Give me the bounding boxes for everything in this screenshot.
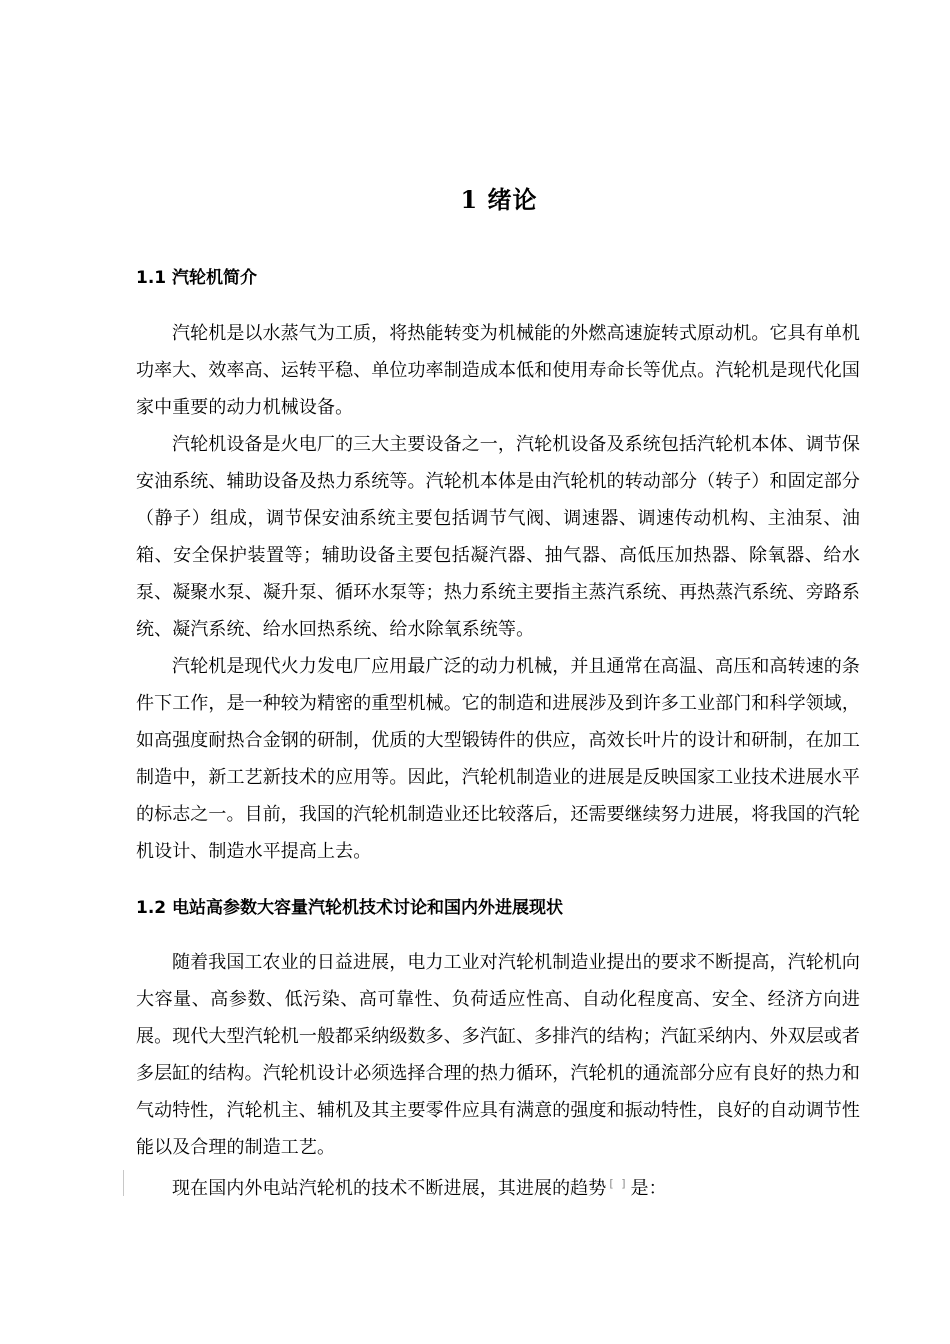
citation-marker[interactable]: [ ]: [609, 1177, 628, 1190]
revision-margin-bar: [123, 1170, 124, 1196]
section-heading-1-2: 1.2 电站高参数大容量汽轮机技术讨论和国内外进展现状: [136, 898, 564, 918]
paragraph-text: 是：: [630, 1178, 667, 1199]
paragraph-text: 现在国内外电站汽轮机的技术不断进展，其进展的趋势: [172, 1178, 607, 1199]
chapter-title: 1 绪论: [460, 185, 538, 214]
paragraph: 汽轮机是以水蒸气为工质，将热能转变为机械能的外燃高速旋转式原动机。它具有单机功率大、效率高、运转平稳、单位功率制造成本低和使用寿命长等优点。汽轮机是现代化国家中重要的动力机械设备。: [136, 323, 860, 418]
paragraph: 汽轮机是现代火力发电厂应用最广泛的动力机械，并且通常在高温、高压和高转速的条件下工作，是一种较为精密的重型机械。它的制造和进展涉及到许多工业部门和科学领域，如高强度耐热合金钢的研制，优质的大型锻铸件的供应，高效长叶片的设计和研制，在加工制造中，新工艺新技术的应用等。因此，汽轮机制造业的进展是反映国家工业技术进展水平的标志之一。目前，我国的汽轮机制造业还比较落后，还需要继续努力进展，将我国的汽轮机设计、制造水平提高上去。: [136, 656, 860, 862]
paragraph: 随着我国工农业的日益进展，电力工业对汽轮机制造业提出的要求不断提高，汽轮机向大容量、高参数、低污染、高可靠性、负荷适应性高、自动化程度高、安全、经济方向进展。现代大型汽轮机一般都采纳级数多、多汽缸、多排汽的结构；汽缸采纳内、外双层或者多层缸的结构。汽轮机设计必须选择合理的热力循环，汽轮机的通流部分应有良好的热力和气动特性，汽轮机主、辅机及其主要零件应具有满意的强度和振动特性，良好的自动调节性能以及合理的制造工艺。: [136, 952, 860, 1158]
paragraph-with-citation: [136, 1165, 860, 1207]
paragraph: 汽轮机设备是火电厂的三大主要设备之一，汽轮机设备及系统包括汽轮机本体、调节保安油系统、辅助设备及热力系统等。汽轮机本体是由汽轮机的转动部分（转子）和固定部分（静子）组成，调节保安油系统主要包括调节气阀、调速器、调速传动机构、主油泵、油箱、安全保护装置等；辅助设备主要包括凝汽器、抽气器、高低压加热器、除氧器、给水泵、凝聚水泵、凝升泵、循环水泵等；热力系统主要指主蒸汽系统、再热蒸汽系统、旁路系统、凝汽系统、给水回热系统、给水除氧系统等。: [136, 434, 860, 640]
section-heading-1-1: 1.1 汽轮机简介: [136, 268, 258, 288]
